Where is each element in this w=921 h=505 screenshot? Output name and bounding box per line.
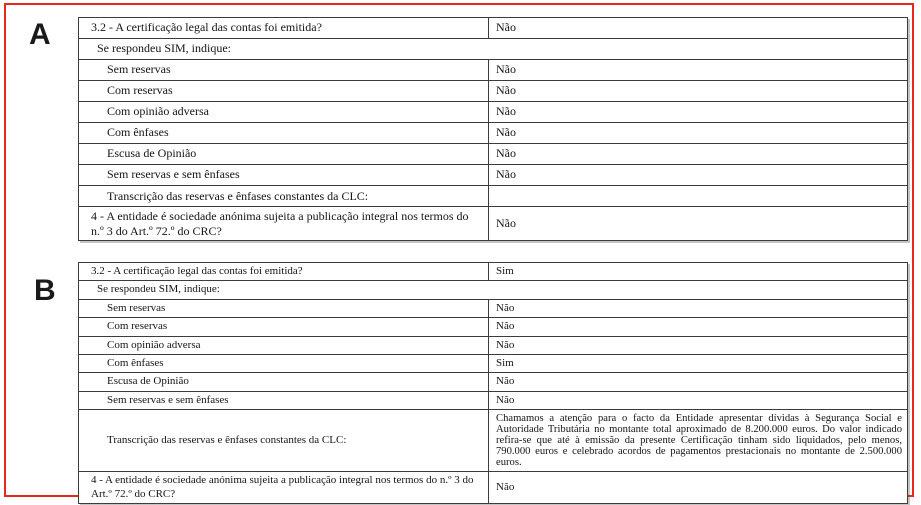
sem-reservas-enfases-label: Sem reservas e sem ênfases — [79, 165, 489, 185]
row-transcricao — [79, 186, 907, 207]
transcricao-answer: Chamamos a atenção para o facto da Entidade apresentar dívidas à Segurança Social e Autoridade Tributária no montante total aproximado de 8.200.000 euros. Do valor indicado refira-se que até à emissão da presente Certificação tinham sido liquidados, pelo menos, 790.000 euros e celebrado acordos de pagamentos prestacionais no montante de 2.500.000 euros. — [496, 413, 902, 469]
row-opiniao-adversa — [79, 337, 907, 355]
com-reservas-label: Com reservas — [79, 81, 489, 101]
row-sem-reservas-enfases — [79, 392, 907, 410]
opiniao-adversa-label: Com opinião adversa — [79, 337, 489, 354]
row-sem-reservas — [79, 300, 907, 318]
row-question-3-2 — [79, 263, 907, 281]
row-com-reservas — [79, 318, 907, 336]
question-4-answer: Não — [496, 216, 516, 231]
sem-reservas-answer: Não — [496, 62, 516, 76]
opiniao-adversa-answer: Não — [496, 104, 516, 118]
row-com-enfases — [79, 355, 907, 373]
row-question-4 — [79, 207, 907, 240]
table-b — [78, 262, 908, 504]
sem-reservas-enfases-answer: Não — [496, 167, 516, 181]
question-3-2-label: 3.2 - A certificação legal das contas foi emitida? — [79, 263, 489, 280]
sem-reservas-enfases-label: Sem reservas e sem ênfases — [79, 392, 489, 409]
escusa-opiniao-answer: Não — [496, 146, 516, 160]
row-question-3-2 — [79, 18, 907, 39]
question-3-2-answer: Sim — [496, 265, 514, 277]
transcricao-label: Transcrição das reservas e ênfases constantes da CLC: — [79, 410, 489, 471]
row-transcricao — [79, 410, 907, 472]
sem-reservas-label: Sem reservas — [79, 300, 489, 317]
com-enfases-answer: Não — [496, 125, 516, 139]
row-if-yes-header — [79, 39, 907, 60]
com-enfases-answer: Sim — [496, 357, 514, 370]
com-reservas-answer: Não — [496, 83, 516, 97]
com-reservas-answer: Não — [496, 320, 515, 333]
com-enfases-label: Com ênfases — [79, 355, 489, 372]
sem-reservas-answer: Não — [496, 301, 515, 314]
row-escusa-opiniao — [79, 144, 907, 165]
sem-reservas-enfases-answer: Não — [496, 393, 515, 406]
section-label-a: A — [29, 18, 51, 51]
sem-reservas-label: Sem reservas — [79, 60, 489, 80]
row-if-yes-header — [79, 281, 907, 299]
question-4-label: 4 - A entidade é sociedade anónima sujeita a publicação integral nos termos do n.º 3 do Art.º 72.º do CRC? — [79, 207, 489, 240]
transcricao-label: Transcrição das reservas e ênfases constantes da CLC: — [79, 186, 489, 206]
escusa-opiniao-label: Escusa de Opinião — [79, 144, 489, 164]
escusa-opiniao-label: Escusa de Opinião — [79, 373, 489, 390]
if-yes-header-label: Se respondeu SIM, indique: — [97, 41, 231, 55]
com-enfases-label: Com ênfases — [79, 123, 489, 143]
transcricao-answer — [489, 186, 907, 206]
row-com-reservas — [79, 81, 907, 102]
opiniao-adversa-label: Com opinião adversa — [79, 102, 489, 122]
table-a — [78, 17, 908, 241]
question-4-label: 4 - A entidade é sociedade anónima sujeita a publicação integral nos termos do n.º 3 do Art.º 72.º do CRC? — [79, 472, 489, 503]
opiniao-adversa-answer: Não — [496, 338, 515, 351]
question-3-2-answer: Não — [496, 20, 516, 34]
row-escusa-opiniao — [79, 373, 907, 391]
com-reservas-label: Com reservas — [79, 318, 489, 335]
question-4-answer: Não — [496, 480, 515, 493]
row-question-4 — [79, 472, 907, 503]
row-com-enfases — [79, 123, 907, 144]
section-label-b: B — [34, 274, 56, 307]
row-sem-reservas — [79, 60, 907, 81]
row-opiniao-adversa — [79, 102, 907, 123]
if-yes-header-label: Se respondeu SIM, indique: — [97, 283, 220, 296]
row-sem-reservas-enfases — [79, 165, 907, 186]
question-3-2-label: 3.2 - A certificação legal das contas foi emitida? — [79, 18, 489, 38]
escusa-opiniao-answer: Não — [496, 375, 515, 388]
